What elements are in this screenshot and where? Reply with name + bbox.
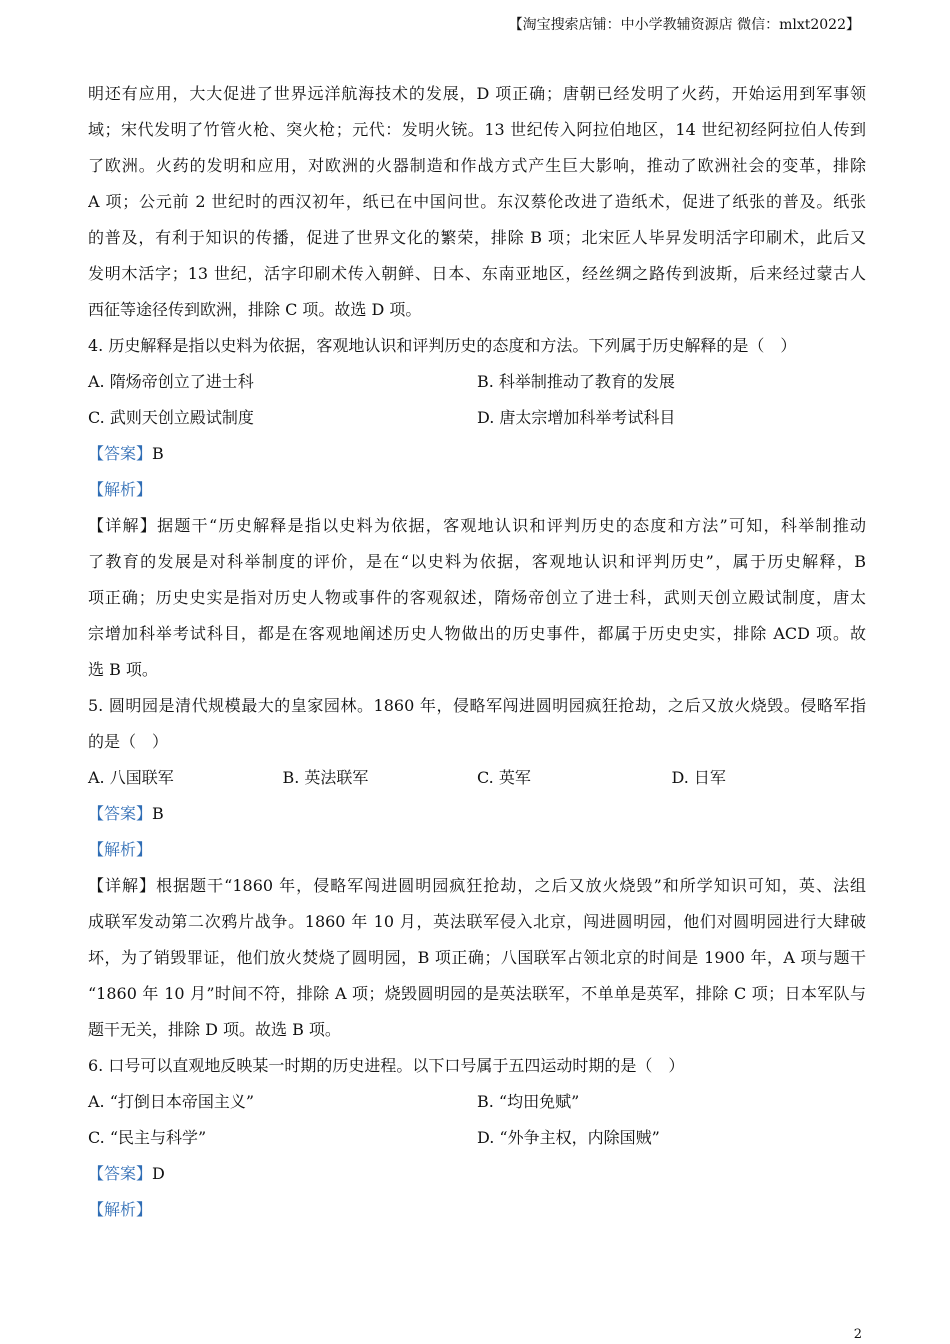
- page-number: 2: [853, 1327, 862, 1342]
- page-header: 【淘宝搜索店铺：中小学教辅资源店 微信：mlxt2022】: [508, 17, 860, 33]
- detail-text: 根据题干“1860 年，侵略军闯进圆明园疯狂抢劫，之后又放火烧毁”和所学知识可知，英、法组: [156, 876, 866, 895]
- text-line: 的普及，有利于知识的传播，促进了世界文化的繁荣，排除 B 项；北宋匠人毕昇发明活字印刷术，此后又: [88, 228, 866, 247]
- text-line: 发明木活字；13 世纪，活字印刷术传入朝鲜、日本、东南亚地区，经丝绸之路传到波斯，后来经过蒙古人: [88, 264, 866, 283]
- option-b: B. “均田免赋”: [477, 1092, 580, 1111]
- detail-line: 宗增加科举考试科目，都是在客观地阐述历史人物做出的历史事件，都属于历史史实，排除 ACD 项。故: [88, 624, 866, 643]
- question-4: [88, 328, 866, 688]
- detail-line: 题干无关，排除 D 项。故选 B 项。: [88, 1020, 341, 1039]
- question-stem: 5. 圆明园是清代规模最大的皇家园林。1860 年，侵略军闯进圆明园疯狂抢劫，之后又放火烧毁。侵略军指: [88, 696, 866, 715]
- detail-line: 项正确；历史史实是指对历史人物或事件的客观叙述，隋炀帝创立了进士科，武则天创立殿试制度，唐太: [88, 588, 866, 607]
- question-5: [88, 688, 866, 1048]
- option-d: D. 唐太宗增加科举考试科目: [477, 408, 676, 427]
- text-line: 了欧洲。火药的发明和应用，对欧洲的火器制造和作战方式产生巨大影响，推动了欧洲社会的变革，排除: [88, 156, 866, 175]
- detail-tag: 【详解】: [88, 516, 158, 535]
- answer-line: [88, 796, 866, 832]
- options-row: [88, 364, 866, 400]
- answer-value: B: [152, 444, 164, 463]
- answer-tag: 【答案】: [88, 1164, 153, 1183]
- previous-explanation: [88, 76, 866, 328]
- analysis-tag: 【解析】: [88, 480, 153, 499]
- options-row: [88, 1120, 866, 1156]
- question-stem: 的是（ ）: [88, 732, 169, 751]
- options-row: [88, 760, 866, 796]
- text-line: 明还有应用，大大促进了世界远洋航海技术的发展，D 项正确；唐朝已经发明了火药，开始运用到军事领: [88, 84, 866, 103]
- options-row: [88, 1084, 866, 1120]
- page-content: [88, 76, 866, 1228]
- detail-line: 坏，为了销毁罪证，他们放火焚烧了圆明园，B 项正确；八国联军占领北京的时间是 1900 年，A 项与题干: [88, 948, 866, 967]
- detail-line: [88, 868, 866, 904]
- detail-text: 据题干“历史解释是指以史料为依据，客观地认识和评判历史的态度和方法”可知，科举制推动: [157, 516, 866, 535]
- answer-tag: 【答案】: [88, 444, 153, 463]
- analysis-tag: 【解析】: [88, 1200, 153, 1219]
- answer-tag: 【答案】: [88, 804, 153, 823]
- detail-line: 选 B 项。: [88, 660, 158, 679]
- option-b: B. 科举制推动了教育的发展: [477, 372, 675, 391]
- question-6: [88, 1048, 866, 1228]
- option-a: A. “打倒日本帝国主义”: [88, 1092, 255, 1111]
- question-stem: 4. 历史解释是指以史料为依据，客观地认识和评判历史的态度和方法。下列属于历史解释的是（ ）: [88, 336, 797, 355]
- detail-tag: 【详解】: [88, 876, 157, 895]
- option-a: A. 八国联军: [88, 768, 174, 787]
- option-d: D. “外争主权，内除国贼”: [477, 1128, 660, 1147]
- text-line: A 项；公元前 2 世纪时的西汉初年，纸已在中国问世。东汉蔡伦改进了造纸术，促进了纸张的普及。纸张: [88, 192, 866, 211]
- option-c: C. “民主与科学”: [88, 1128, 207, 1147]
- text-line: 域；宋代发明了竹管火枪、突火枪；元代：发明火铳。13 世纪传入阿拉伯地区，14 世纪初经阿拉伯人传到: [88, 120, 866, 139]
- answer-line: [88, 1156, 866, 1192]
- answer-value: D: [152, 1164, 165, 1183]
- answer-value: B: [152, 804, 164, 823]
- detail-line: 了教育的发展是对科举制度的评价，是在“以史料为依据，客观地认识和评判历史”，属于历史解释，B: [88, 552, 866, 571]
- option-a: A. 隋炀帝创立了进士科: [88, 372, 254, 391]
- text-line: 西征等途径传到欧洲，排除 C 项。故选 D 项。: [88, 300, 422, 319]
- detail-line: “1860 年 10 月”时间不符，排除 A 项；烧毁圆明园的是英法联军，不单单是英军，排除 C 项；日本军队与: [88, 984, 866, 1003]
- analysis-tag: 【解析】: [88, 840, 153, 859]
- option-d: D. 日军: [671, 768, 726, 787]
- detail-line: [88, 508, 866, 544]
- detail-line: 成联军发动第二次鸦片战争。1860 年 10 月，英法联军侵入北京，闯进圆明园，他们对圆明园进行大肆破: [88, 912, 866, 931]
- answer-line: [88, 436, 866, 472]
- option-b: B. 英法联军: [282, 768, 369, 787]
- option-c: C. 武则天创立殿试制度: [88, 408, 254, 427]
- question-stem: 6. 口号可以直观地反映某一时期的历史进程。以下口号属于五四运动时期的是（ ）: [88, 1056, 685, 1075]
- option-c: C. 英军: [477, 768, 531, 787]
- options-row: [88, 400, 866, 436]
